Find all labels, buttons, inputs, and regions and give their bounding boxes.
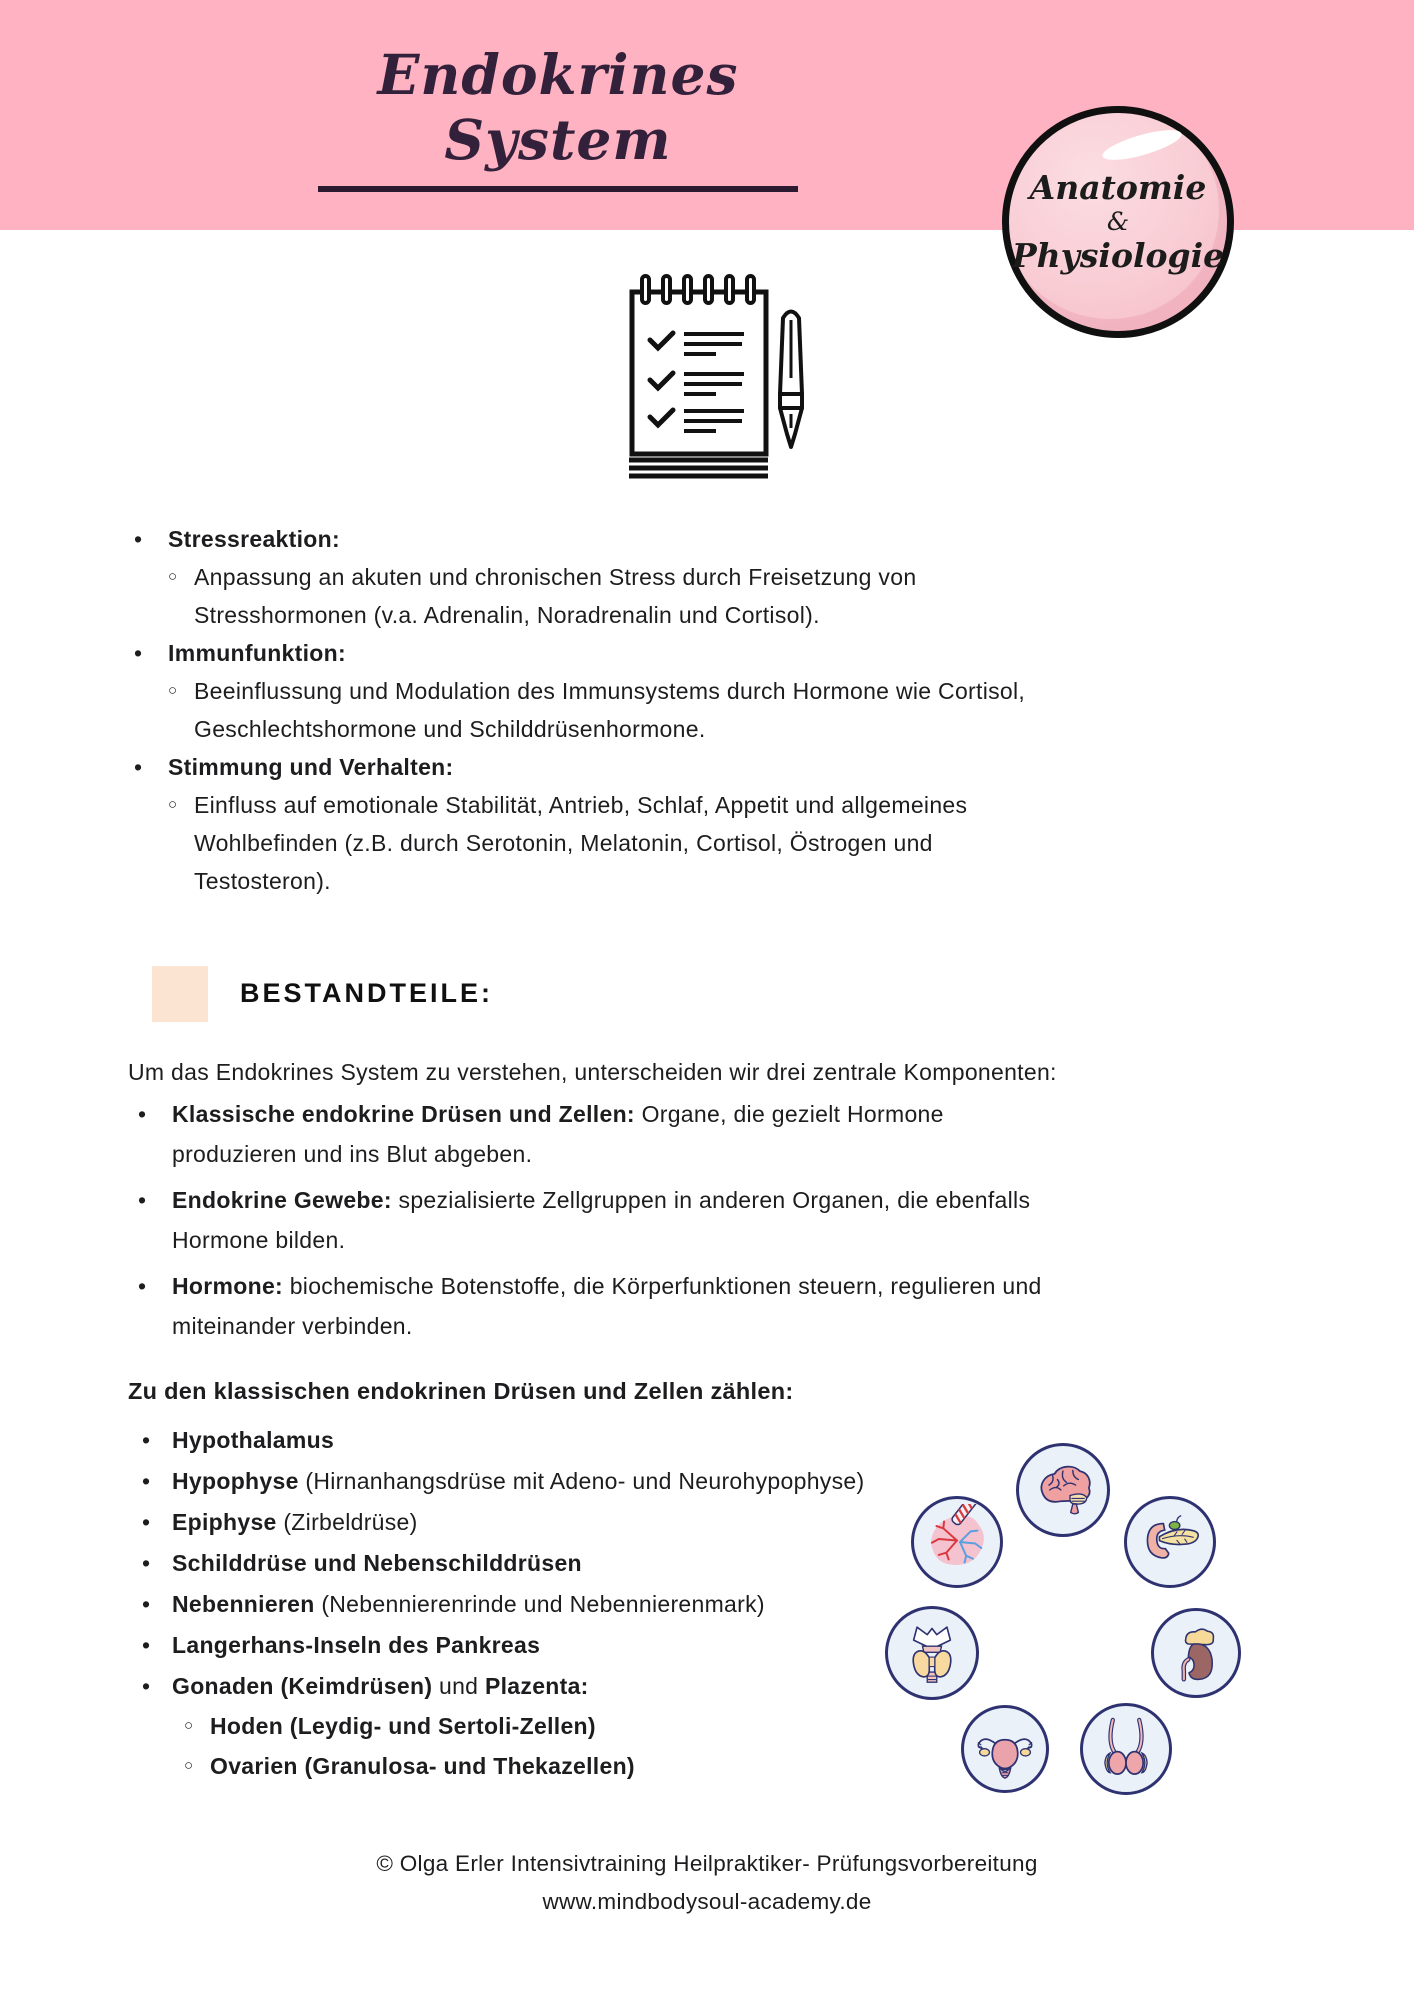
list-detail: Stresshormonen (v.a. Adrenalin, Noradrenalin und Cortisol). xyxy=(194,602,820,628)
gland-name: Gonaden (Keimdrüsen) xyxy=(172,1673,433,1699)
pen-icon xyxy=(780,312,802,448)
component-text: miteinander verbinden. xyxy=(172,1313,413,1339)
bullet-icon: • xyxy=(134,526,143,552)
pancreas-icon xyxy=(1124,1496,1216,1588)
gland-detail: (Nebennierenrinde und Nebennierenmark) xyxy=(314,1591,765,1617)
list-detail: Beeinflussung und Modulation des Immunsystems durch Hormone wie Cortisol, xyxy=(194,678,1026,704)
uterus-ovaries-icon xyxy=(961,1705,1049,1793)
bullet-icon: • xyxy=(142,1591,151,1617)
gland-name: Plazenta: xyxy=(484,1673,589,1699)
bullet-icon: • xyxy=(142,1673,151,1699)
badge-text-line3: Physiologie xyxy=(1011,236,1225,275)
circle-bullet-icon: ○ xyxy=(184,1717,194,1734)
component-text: Organe, die gezielt Hormone xyxy=(634,1101,944,1127)
section-intro: Um das Endokrines System zu verstehen, unterscheiden wir drei zentrale Komponenten: xyxy=(128,1059,1057,1085)
placenta-icon xyxy=(911,1496,1003,1588)
section-accent-square xyxy=(152,966,208,1022)
bullet-icon: • xyxy=(138,1101,147,1127)
gland-name: Schilddrüse und Nebenschilddrüsen xyxy=(172,1550,582,1576)
badge-text-line2: & xyxy=(1106,207,1130,236)
bullet-icon: • xyxy=(134,754,143,780)
gland-name: Epiphyse xyxy=(172,1509,277,1535)
component-text: produzieren und ins Blut abgeben. xyxy=(172,1141,533,1167)
gland-detail: und xyxy=(432,1673,485,1699)
component-text: biochemische Botenstoffe, die Körperfunktionen steuern, regulieren und xyxy=(283,1273,1042,1299)
functions-list xyxy=(128,520,1025,900)
bullet-icon: • xyxy=(142,1509,151,1535)
glands-list xyxy=(128,1420,864,1707)
thyroid-icon xyxy=(885,1606,979,1700)
list-term: Immunfunktion: xyxy=(168,640,346,666)
component-term: Hormone: xyxy=(172,1273,284,1299)
page-title: Endokrines System xyxy=(318,42,798,192)
gland-detail: (Hirnanhangsdrüse mit Adeno- und Neurohypophyse) xyxy=(298,1468,865,1494)
badge-text-line1: Anatomie xyxy=(1029,168,1207,207)
footer xyxy=(0,1845,1414,1921)
circle-bullet-icon: ○ xyxy=(168,682,178,699)
list-detail: Anpassung an akuten und chronischen Stress durch Freisetzung von xyxy=(194,564,917,590)
footer-copyright: © Olga Erler Intensivtraining Heilpraktiker- Prüfungsvorbereitung xyxy=(376,1851,1038,1876)
gland-name: Hypothalamus xyxy=(172,1427,335,1453)
brain-icon xyxy=(1016,1443,1110,1537)
checklist-pen-illustration xyxy=(578,256,813,486)
components-list xyxy=(128,1094,1042,1352)
bullet-icon: • xyxy=(138,1273,147,1299)
gonaden-sub-item: Ovarien (Granulosa- und Thekazellen) xyxy=(210,1753,635,1779)
badge-gloss xyxy=(1100,124,1184,166)
list-detail: Einfluss auf emotionale Stabilität, Antrieb, Schlaf, Appetit und allgemeines xyxy=(194,792,968,818)
component-term: Klassische endokrine Drüsen und Zellen: xyxy=(172,1101,635,1127)
anatomie-physiologie-badge xyxy=(1002,106,1234,338)
footer-url: www.mindbodysoul-academy.de xyxy=(542,1889,872,1914)
bullet-icon: • xyxy=(138,1187,147,1213)
circle-bullet-icon: ○ xyxy=(168,568,178,585)
kidney-adrenal-icon xyxy=(1151,1608,1241,1698)
bullet-icon: • xyxy=(142,1468,151,1494)
list-term: Stimmung und Verhalten: xyxy=(168,754,454,780)
gland-detail: (Zirbeldrüse) xyxy=(276,1509,418,1535)
list-detail: Wohlbefinden (z.B. durch Serotonin, Melatonin, Cortisol, Östrogen und xyxy=(194,830,933,856)
gland-name: Hypophyse xyxy=(172,1468,299,1494)
bullet-icon: • xyxy=(134,640,143,666)
bullet-icon: • xyxy=(142,1550,151,1576)
gonaden-sublist xyxy=(128,1706,635,1786)
gland-name: Langerhans-Inseln des Pankreas xyxy=(172,1632,541,1658)
glands-heading: Zu den klassischen endokrinen Drüsen und Zellen zählen: xyxy=(128,1378,794,1404)
checklist-icon xyxy=(629,276,768,476)
circle-bullet-icon: ○ xyxy=(184,1757,194,1774)
gland-name: Nebennieren xyxy=(172,1591,315,1617)
component-text: spezialisierte Zellgruppen in anderen Organen, die ebenfalls xyxy=(391,1187,1031,1213)
list-detail: Testosteron). xyxy=(194,868,331,894)
bullet-icon: • xyxy=(142,1632,151,1658)
bullet-icon: • xyxy=(142,1427,151,1453)
circle-bullet-icon: ○ xyxy=(168,796,178,813)
component-text: Hormone bilden. xyxy=(172,1227,346,1253)
component-term: Endokrine Gewebe: xyxy=(172,1187,392,1213)
testes-icon xyxy=(1080,1703,1172,1795)
list-term: Stressreaktion: xyxy=(168,526,340,552)
section-heading: BESTANDTEILE: xyxy=(240,978,493,1008)
gonaden-sub-item: Hoden (Leydig- und Sertoli-Zellen) xyxy=(210,1713,596,1739)
list-detail: Geschlechtshormone und Schilddrüsenhormone. xyxy=(194,716,706,742)
